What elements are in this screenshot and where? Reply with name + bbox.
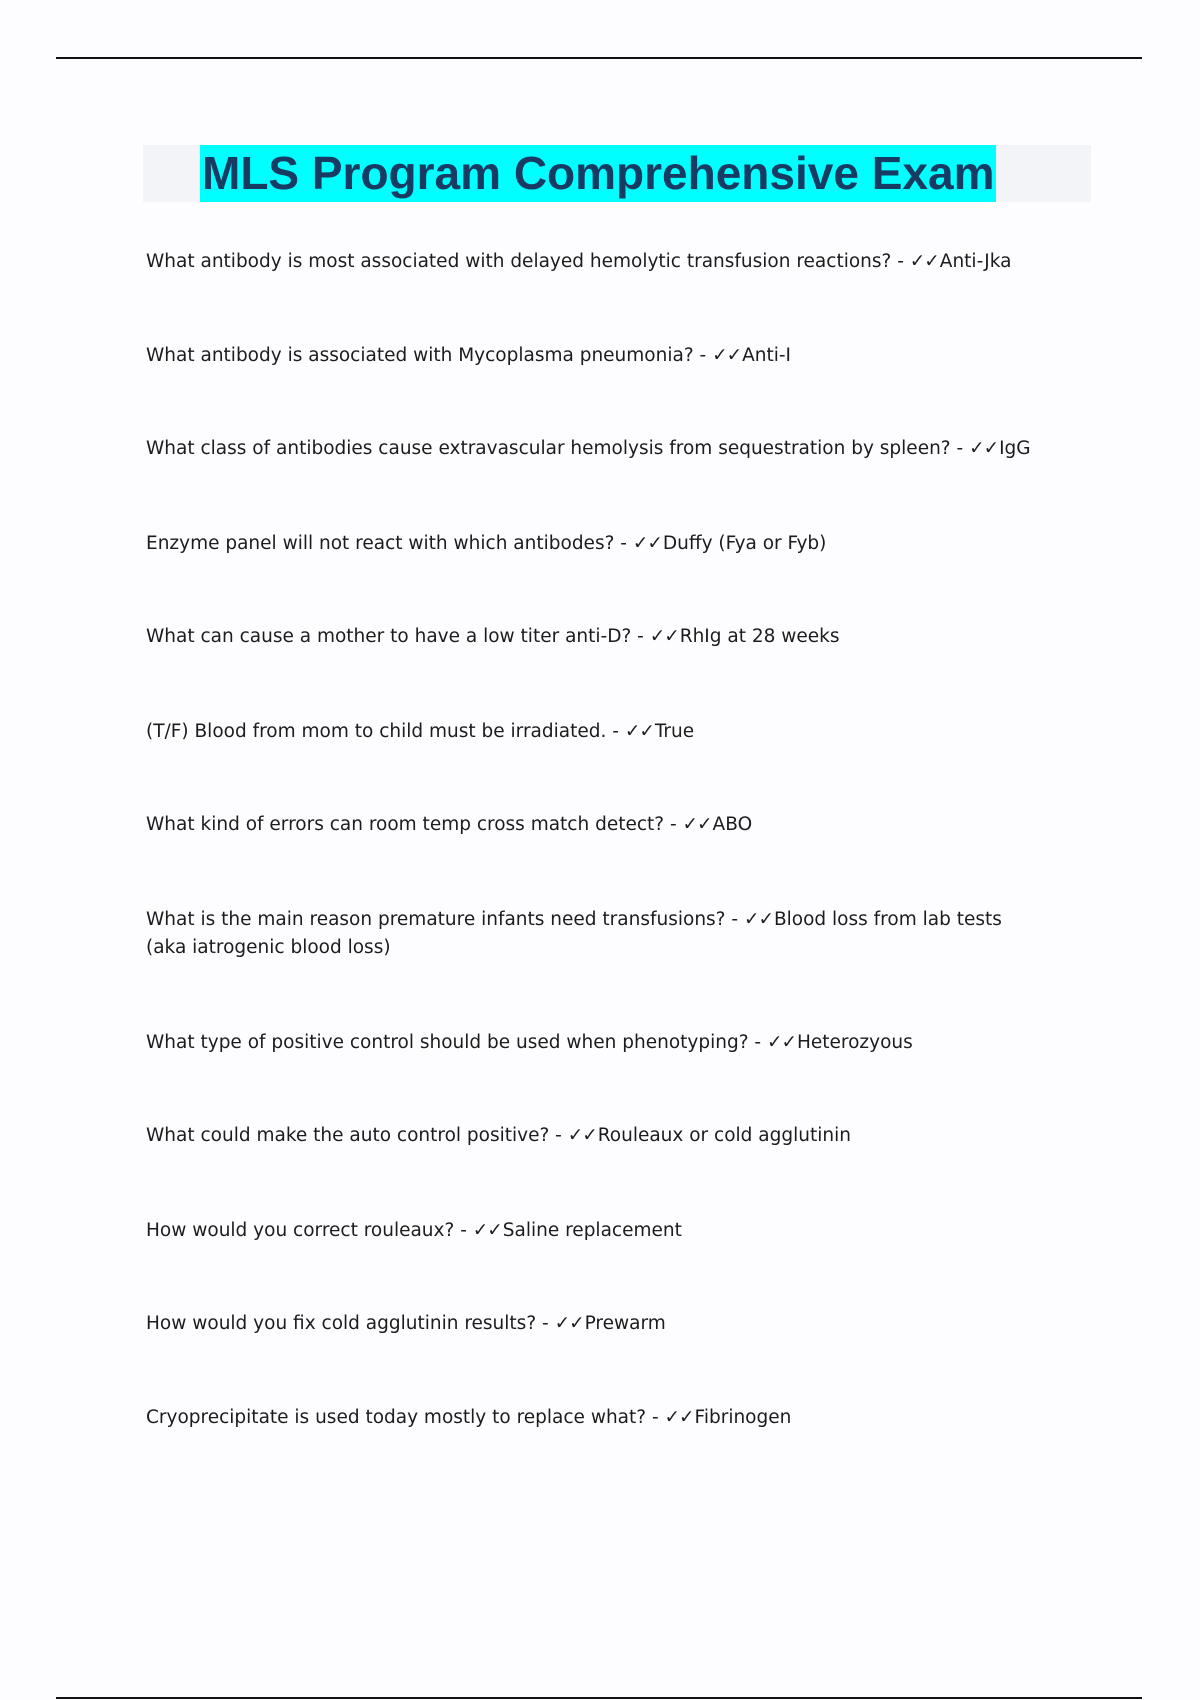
checkmark-icon: ✓✓ — [624, 721, 654, 742]
question-text: What class of antibodies cause extravascular hemolysis from sequestration by spleen? — [146, 438, 951, 459]
question-text: (T/F) Blood from mom to child must be irradiated. — [146, 721, 607, 742]
qa-item — [146, 623, 1046, 651]
qa-item — [146, 906, 1046, 962]
answer-text: Anti-I — [742, 345, 791, 366]
question-text: How would you correct rouleaux? — [146, 1220, 455, 1241]
checkmark-icon: ✓✓ — [649, 626, 679, 647]
question-text: What could make the auto control positive? — [146, 1125, 550, 1146]
checkmark-icon: ✓✓ — [554, 1313, 584, 1334]
answer-text: Prewarm — [584, 1313, 666, 1334]
question-text: What antibody is associated with Mycoplasma pneumonia? — [146, 345, 694, 366]
bottom-rule — [56, 1697, 1142, 1699]
checkmark-icon: ✓✓ — [712, 345, 742, 366]
checkmark-icon: ✓✓ — [472, 1220, 502, 1241]
qa-item — [146, 718, 1046, 746]
answer-text: Anti-Jka — [939, 251, 1012, 272]
qa-item — [146, 1404, 1046, 1432]
separator: - — [631, 626, 650, 647]
qa-item — [146, 1029, 1046, 1057]
answer-text: Rouleaux or cold agglutinin — [597, 1125, 851, 1146]
separator: - — [454, 1220, 473, 1241]
qa-item — [146, 530, 1046, 558]
separator: - — [536, 1313, 555, 1334]
qa-item — [146, 248, 1046, 276]
question-text: What type of positive control should be used when phenotyping? — [146, 1032, 749, 1053]
page-title: MLS Program Comprehensive Exam — [200, 145, 996, 202]
checkmark-icon: ✓✓ — [909, 251, 939, 272]
answer-text: RhIg at 28 weeks — [679, 626, 840, 647]
qa-item — [146, 1122, 1046, 1150]
qa-item — [146, 342, 1046, 370]
qa-item — [146, 811, 1046, 839]
question-text: What can cause a mother to have a low titer anti-D? — [146, 626, 632, 647]
question-text: What kind of errors can room temp cross match detect? — [146, 814, 665, 835]
checkmark-icon: ✓✓ — [682, 814, 712, 835]
answer-text: IgG — [999, 438, 1031, 459]
separator: - — [748, 1032, 767, 1053]
checkmark-icon: ✓✓ — [632, 533, 662, 554]
separator: - — [664, 814, 683, 835]
answer-text: ABO — [712, 814, 753, 835]
separator: - — [693, 345, 713, 366]
answer-text: True — [654, 721, 695, 742]
answer-text: Duffy (Fya or Fyb) — [662, 533, 827, 554]
question-text: How would you fix cold agglutinin results? — [146, 1313, 537, 1334]
answer-text: Heterozyous — [796, 1032, 913, 1053]
answer-text: Blood loss from lab tests (aka iatrogenic blood loss) — [146, 909, 1002, 958]
checkmark-icon: ✓✓ — [969, 438, 999, 459]
question-text: Cryoprecipitate is used today mostly to replace what? — [146, 1407, 647, 1428]
separator: - — [549, 1125, 568, 1146]
question-text: What is the main reason premature infants need transfusions? — [146, 909, 726, 930]
answer-text: Saline replacement — [502, 1220, 682, 1241]
separator: - — [725, 909, 744, 930]
separator: - — [891, 251, 910, 272]
qa-item — [146, 1310, 1046, 1338]
separator: - — [606, 721, 625, 742]
qa-item — [146, 435, 1046, 463]
separator: - — [614, 533, 633, 554]
checkmark-icon: ✓✓ — [664, 1407, 694, 1428]
qa-item — [146, 1217, 1046, 1245]
answer-text: Fibrinogen — [694, 1407, 792, 1428]
separator: - — [646, 1407, 665, 1428]
question-text: Enzyme panel will not react with which antibodes? — [146, 533, 615, 554]
separator: - — [950, 438, 970, 459]
top-rule — [56, 57, 1142, 59]
checkmark-icon: ✓✓ — [567, 1125, 597, 1146]
checkmark-icon: ✓✓ — [766, 1032, 796, 1053]
question-text: What antibody is most associated with delayed hemolytic transfusion reactions? — [146, 251, 892, 272]
checkmark-icon: ✓✓ — [743, 909, 773, 930]
